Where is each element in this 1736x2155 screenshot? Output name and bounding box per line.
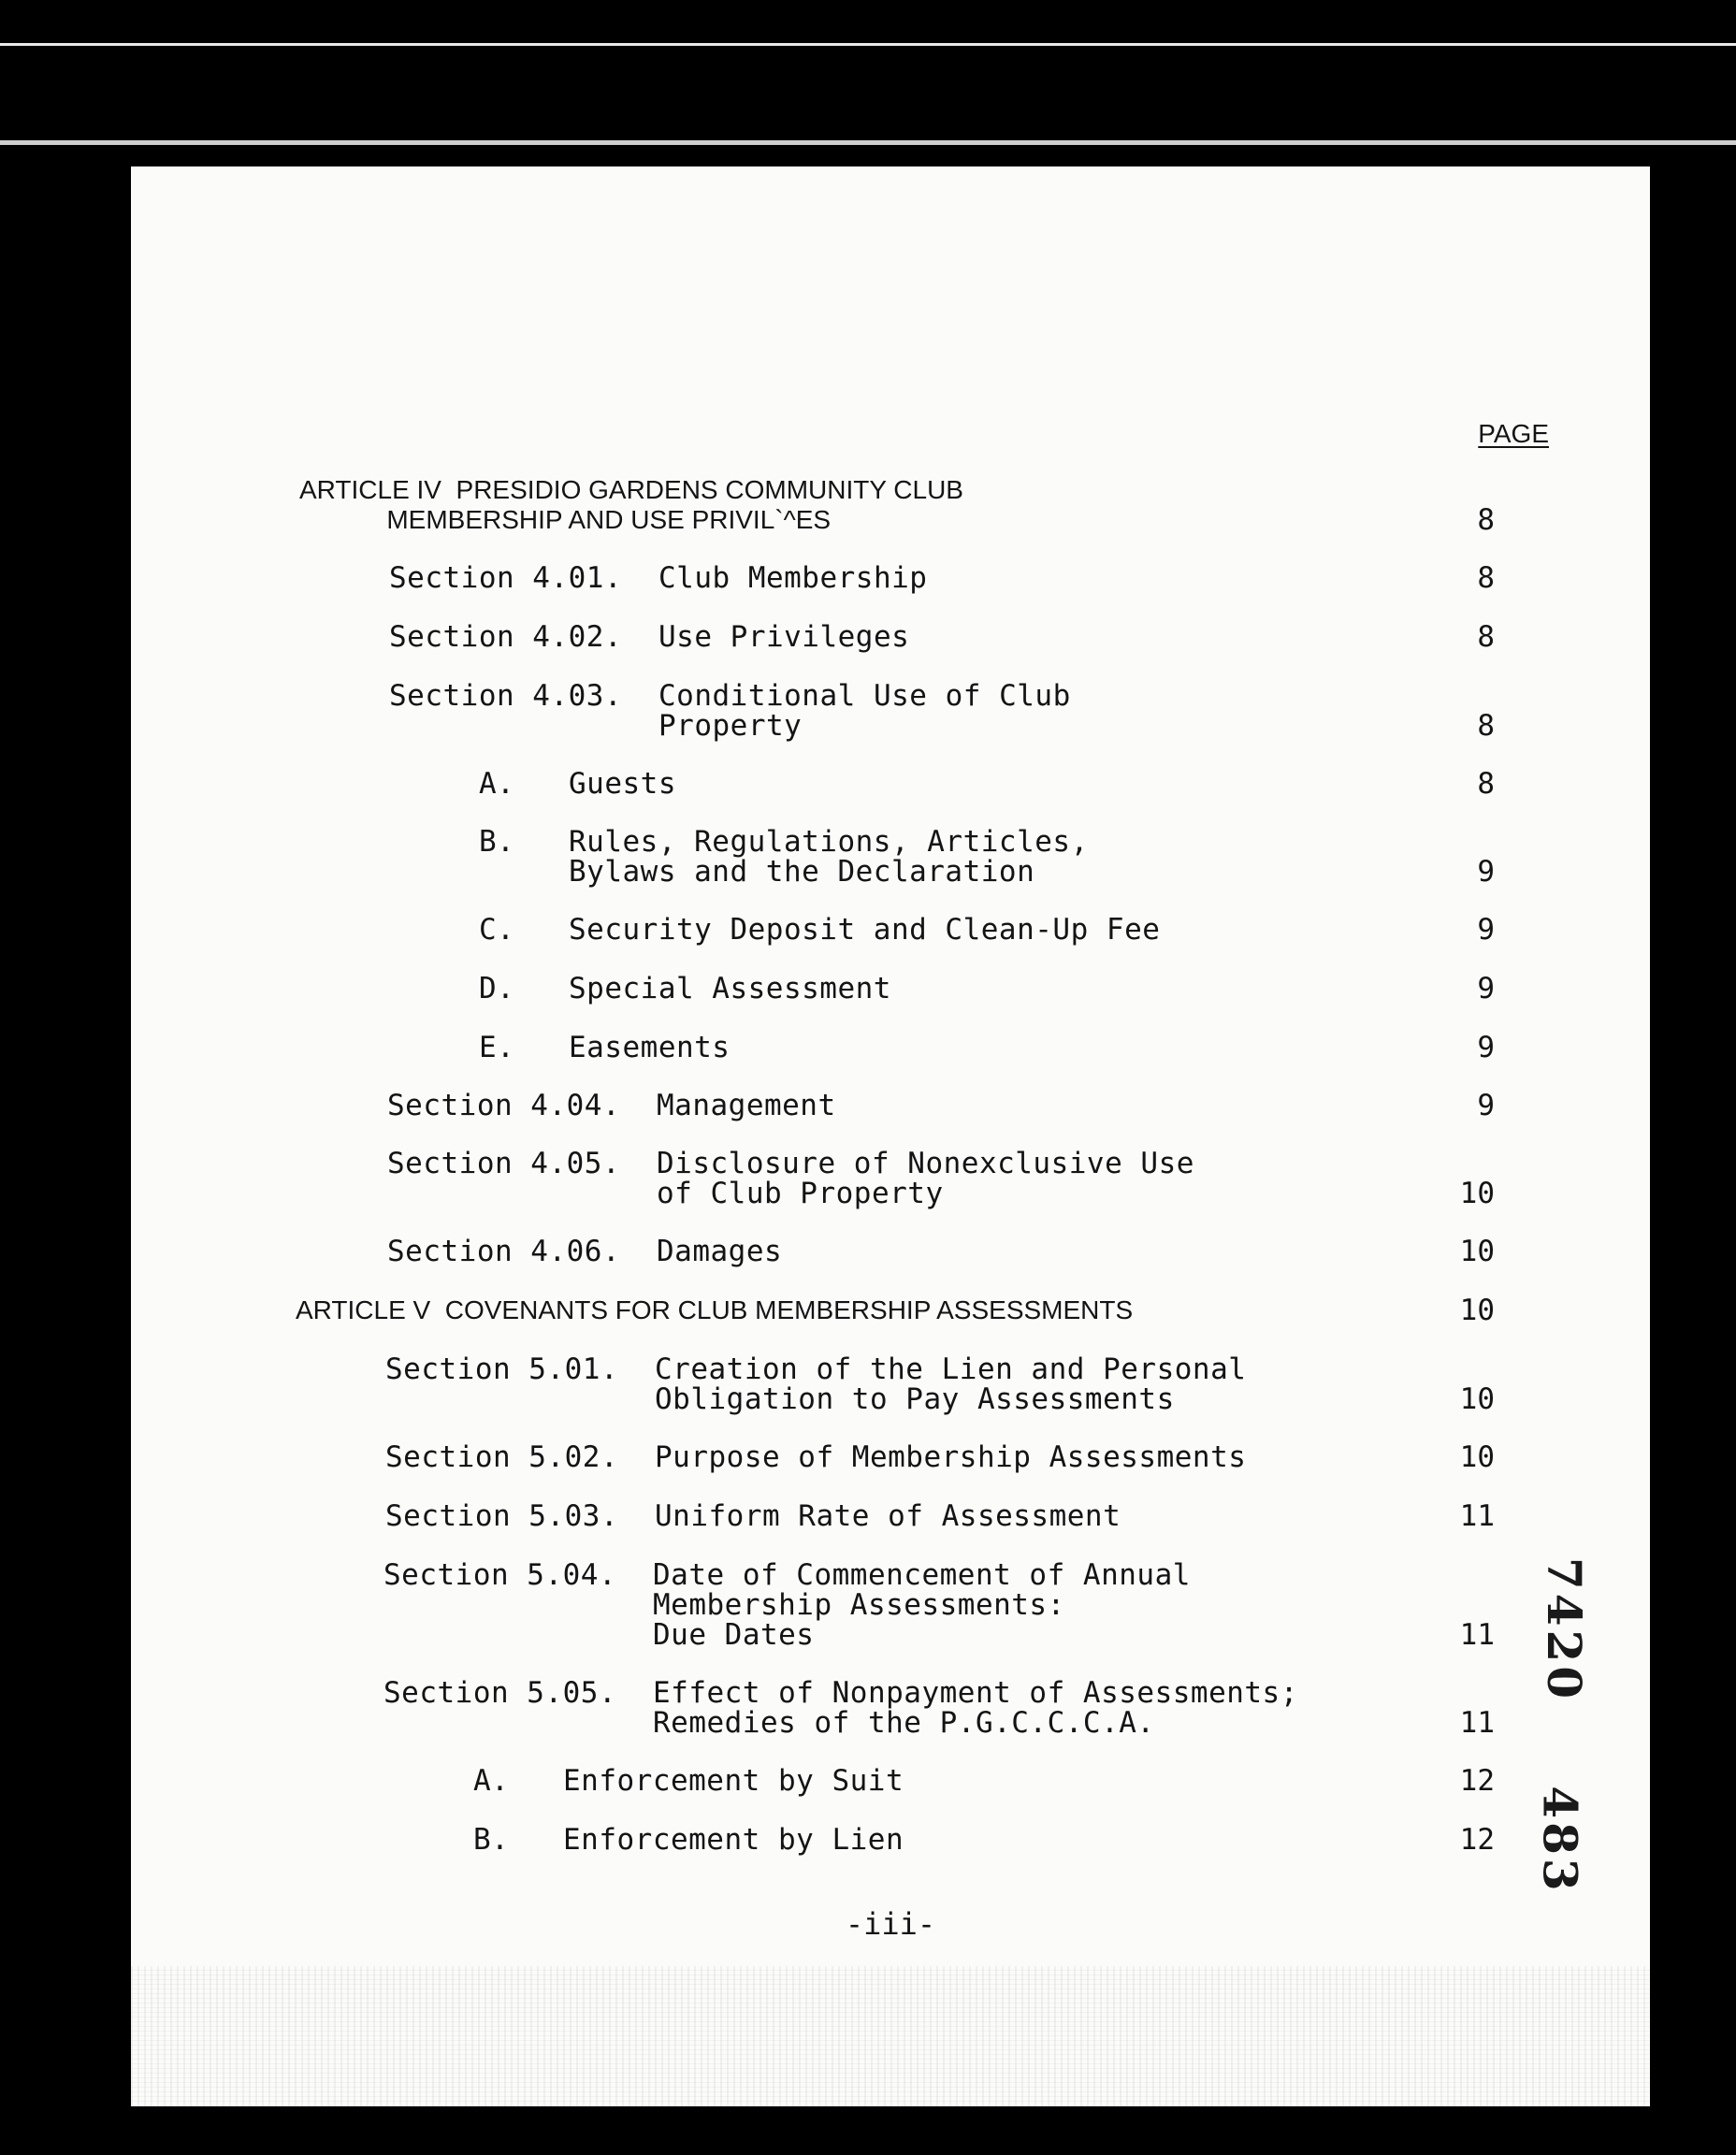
toc-entry-title: of Club Property [657,1177,944,1210]
toc-entry-title: Uniform Rate of Assessment [655,1499,1121,1533]
toc-entry-title: Guests [569,767,676,801]
toc-entry-title: Remedies of the P.G.C.C.C.A. [653,1706,1155,1740]
toc-entry-title: Effect of Nonpayment of Assessments; [653,1676,1298,1710]
toc-entry-title: Property [658,709,803,743]
toc-entry-page: 9 [1477,855,1495,889]
toc-entry-page: 10 [1459,1177,1495,1210]
toc-entry-number: D. [479,972,515,1005]
toc-entry-number: Section 4.02. [389,620,623,654]
toc-entry-number: Section 5.03. [385,1499,619,1533]
toc-entry-title: Rules, Regulations, Articles, [569,825,1089,859]
toc-entry-number: Section 5.05. [383,1676,617,1710]
toc-entry-title: Due Dates [653,1618,815,1652]
toc-entry-number: Section 5.02. [385,1440,619,1474]
toc-entry-page: 10 [1459,1382,1495,1416]
toc-entry-number: Section 4.04. [387,1089,621,1122]
toc-entry-title: Membership Assessments: [653,1588,1065,1622]
page-stamp: 483 [1532,1786,1588,1895]
toc-entry-number: Section 5.04. [383,1558,617,1592]
toc-entry-page: 12 [1459,1764,1495,1798]
toc-entry-number: Section 4.06. [387,1235,621,1268]
toc-entry-title: Special Assessment [569,972,891,1005]
top-scan-line [0,43,1736,46]
toc-entry-page: 11 [1459,1618,1495,1652]
toc-entry-page: 9 [1477,1089,1495,1122]
toc-entry-number: A. [473,1764,510,1798]
toc-entry-number: E. [479,1031,515,1064]
scan-noise [131,1966,1650,2106]
toc-entry-number: A. [479,767,515,801]
toc-entry-title: Purpose of Membership Assessments [655,1440,1247,1474]
toc-entry-title: Management [657,1089,836,1122]
toc-entry-number: Section 4.05. [387,1147,621,1180]
toc-entry-title: Security Deposit and Clean-Up Fee [569,913,1161,947]
toc-entry-page: 10 [1459,1235,1495,1268]
article-v-line-1: ARTICLE V COVENANTS FOR CLUB MEMBERSHIP ASSESSMENTS [296,1295,1134,1324]
toc-entry-title: Enforcement by Suit [563,1764,904,1798]
toc-entry-title: Disclosure of Nonexclusive Use [657,1147,1194,1180]
toc-entry-number: B. [479,825,515,859]
toc-entry-title: Use Privileges [658,620,910,654]
document-page [131,166,1650,2106]
article-v-page: 10 [1459,1294,1495,1327]
toc-entry-title: Conditional Use of Club [658,679,1071,713]
toc-entry-title: Enforcement by Lien [563,1823,904,1857]
book-stamp: 7420 [1537,1556,1593,1703]
toc-entry-title: Easements [569,1031,731,1064]
toc-entry-title: Damages [657,1235,783,1268]
toc-entry-page: 9 [1477,1031,1495,1064]
toc-entry-title: Date of Commencement of Annual [653,1558,1191,1592]
toc-entry-number: C. [479,913,515,947]
toc-entry-page: 8 [1477,767,1495,801]
toc-entry-number: Section 5.01. [385,1352,619,1386]
top-scan-line-2 [0,140,1736,145]
toc-entry-number: Section 4.03. [389,679,623,713]
toc-entry-title: Obligation to Pay Assessments [655,1382,1175,1416]
toc-entry-number: Section 4.01. [389,561,623,595]
toc-entry-page: 11 [1459,1499,1495,1533]
page-column-header: PAGE [1478,419,1549,448]
toc-entry-number: B. [473,1823,510,1857]
toc-entry-page: 11 [1459,1706,1495,1740]
toc-entry-page: 12 [1459,1823,1495,1857]
toc-entry-page: 8 [1477,709,1495,743]
article-iv-page: 8 [1477,503,1495,537]
toc-entry-page: 9 [1477,913,1495,947]
article-iv-line-2: MEMBERSHIP AND USE PRIVIL`^ES [299,505,832,534]
toc-entry-title: Creation of the Lien and Personal [655,1352,1247,1386]
toc-entry-page: 8 [1477,620,1495,654]
toc-entry-title: Bylaws and the Declaration [569,855,1035,889]
toc-entry-page: 9 [1477,972,1495,1005]
toc-entry-title: Club Membership [658,561,928,595]
toc-entry-page: 8 [1477,561,1495,595]
page-number: -iii- [845,1906,936,1942]
toc-entry-page: 10 [1459,1440,1495,1474]
article-iv-line-1: ARTICLE IV PRESIDIO GARDENS COMMUNITY CLUB [299,475,963,504]
